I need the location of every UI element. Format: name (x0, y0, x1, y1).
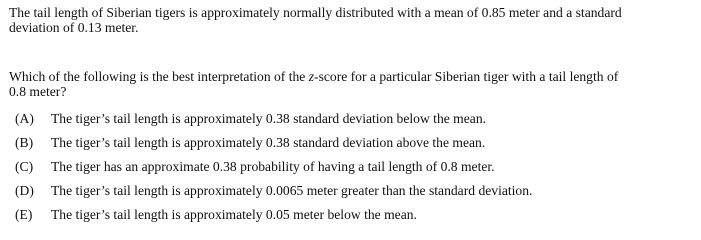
stem-line-1: The tail length of Siberian tigers is approximately normally distributed with a mean of 0.85 meter and a standard (9, 5, 622, 20)
question-stem (9, 5, 689, 35)
choice-text: The tiger’s tail length is approximately 0.05 meter below the mean. (51, 207, 417, 222)
choice-text: The tiger’s tail length is approximately 0.38 standard deviation above the mean. (51, 135, 486, 150)
choice-letter: (E) (15, 207, 33, 222)
choice-text: The tiger’s tail length is approximately 0.0065 meter greater than the standard deviation. (51, 183, 533, 198)
question-prompt (9, 69, 689, 99)
choice-text: The tiger has an approximate 0.38 probability of having a tail length of 0.8 meter. (51, 159, 495, 174)
question-line-1: Which of the following is the best interpretation of the z-score for a particular Siberian tiger with a tail length of (9, 69, 619, 84)
choice-letter: (C) (15, 159, 34, 174)
choice-letter: (D) (15, 183, 34, 198)
choice-text: The tiger’s tail length is approximately 0.38 standard deviation below the mean. (51, 111, 487, 126)
stem-line-2: deviation of 0.13 meter. (9, 20, 139, 35)
choice-letter: (B) (15, 135, 34, 150)
choice-letter: (A) (15, 111, 34, 126)
question-line-2: 0.8 meter? (9, 84, 67, 99)
